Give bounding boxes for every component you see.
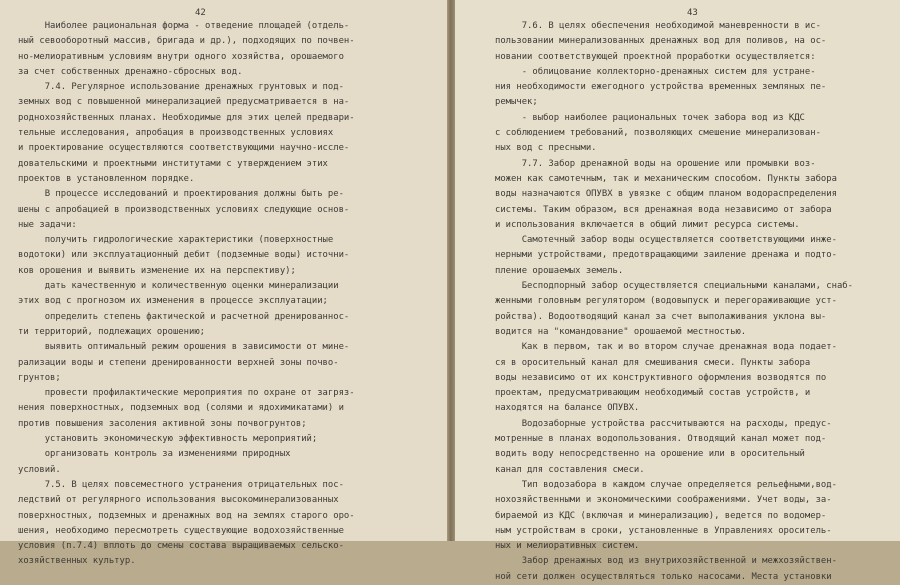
text-line: и использования включается в общий лимит ресурса системы.: [495, 219, 800, 230]
text-line: этих вод с прогнозом их изменения в процессе эксплуатации;: [18, 296, 328, 307]
text-line: тельные исследования, апробация в производственных условиях: [18, 128, 334, 139]
text-line: ти территорий, подлежащих орошению;: [18, 326, 206, 337]
left-page: [0, 0, 447, 567]
text-line: Бесподпорный забор осуществляется специальными каналами, снаб-: [495, 281, 853, 292]
text-line: и проектирование осуществляются соответствующими научно-иссле-: [18, 143, 350, 154]
text-line: ся в оросительный канал для смешивания смеси. Пункты забора: [495, 357, 811, 368]
text-line: В процессе исследований и проектирования должны быть ре-: [18, 189, 344, 200]
text-line: ройства). Водоотводящий канал за счет выполаживания уклона вы-: [495, 311, 827, 322]
text-line: но-мелиоративным условиям внутри одного хозяйства, орошаемого: [18, 51, 344, 62]
text-line: провести профилактические мероприятия по охране от загряз-: [18, 388, 355, 399]
text-line: нения поверхностных, подземных вод (солями и ядохимикатами) и: [18, 403, 344, 414]
text-line: ных и мелиоративных систем.: [495, 541, 640, 552]
text-line: Самотечный забор воды осуществляется соответствующими инже-: [495, 235, 837, 246]
text-line: ния необходимости ежегодного устройства временных земляных пе-: [495, 82, 827, 93]
text-line: поверхностных, подземных и дренажных вод на землях старого оро-: [18, 510, 355, 521]
text-line: ный севооборотный массив, бригада и др.), подходящих по почвен-: [18, 36, 355, 47]
text-line: хозяйственных культур.: [18, 556, 136, 567]
text-line: системы. Таким образом, вся дренажная вода независимо от забора: [495, 204, 832, 215]
text-line: условий.: [18, 464, 61, 475]
text-line: выявить оптимальный режим орошения в зависимости от мине-: [18, 342, 350, 353]
text-line: ков орошения и выявить изменение их на перспективу);: [18, 265, 296, 276]
text-line: пользовании минерализованных дренажных вод для поливов, на ос-: [495, 36, 827, 47]
text-line: можен как самотечным, так и механическим способом. Пункты забора: [495, 173, 837, 184]
text-line: Как в первом, так и во втором случае дренажная вода подает-: [495, 342, 837, 353]
text-line: организовать контроль за изменениями природных: [18, 449, 291, 460]
text-line: проектов в установленном порядке.: [18, 173, 195, 184]
text-line: водится на "командование" орошаемой местностью.: [495, 326, 747, 337]
book-gutter: [447, 0, 455, 541]
text-line: земных вод с повышенной минерализацией предусматривается в на-: [18, 97, 350, 108]
text-line: - выбор наиболее рациональных точек забора вод из КДС: [495, 112, 805, 123]
text-line: канал для составления смеси.: [495, 464, 645, 475]
text-line: 7.4. Регулярное использование дренажных грунтовых и под-: [18, 82, 344, 93]
text-line: новании соответствующей проектной проработки осуществляется:: [495, 51, 816, 62]
text-line: Водозаборные устройства рассчитываются на расходы, предус-: [495, 418, 832, 429]
text-line: ремычек;: [495, 97, 538, 108]
text-line: Наиболее рациональная форма - отведение площадей (отдель-: [18, 21, 350, 31]
text-line: воды назначаются ОПУВХ в увязке с общим планом водораспределения: [495, 189, 837, 200]
text-line: Тип водозабора в каждом случае определяется рельефными,вод-: [495, 479, 837, 490]
left-page-text: [18, 19, 438, 570]
text-line: за счет собственных дренажно-сбросных вод.: [18, 66, 243, 77]
text-line: 7.7. Забор дренажной воды на орошение или промывки воз-: [495, 158, 816, 169]
right-page-text: [495, 19, 895, 585]
text-line: установить экономическую эффективность мероприятий;: [18, 434, 318, 445]
right-page: [455, 0, 900, 582]
text-line: грунтов;: [18, 372, 61, 383]
text-line: шены с апробацией в производственных условиях следующие основ-: [18, 204, 350, 215]
text-line: - облицование коллекторно-дренажных систем для устране-: [495, 66, 816, 77]
text-line: против повышения засоления активной зоны почвогрунтов;: [18, 418, 307, 429]
text-line: получить гидрологические характеристики (поверхностные: [18, 235, 334, 246]
page-number-right: 43: [687, 8, 698, 18]
text-line: условия (п.7.4) вплоть до смены состава выращиваемых сельско-: [18, 541, 344, 552]
text-line: 7.6. В целях обеспечения необходимой маневренности в ис-: [495, 21, 821, 31]
text-line: ные задачи:: [18, 219, 77, 230]
text-line: ных вод с пресными.: [495, 143, 597, 154]
text-line: довательскими и проектными институтами с утверждением этих: [18, 158, 328, 169]
text-line: шения, необходимо пересмотреть существующие водохозяйственные: [18, 525, 344, 536]
text-line: дать качественную и количественную оценки минерализации: [18, 281, 339, 292]
text-line: проектам, предусматривающим необходимый состав устройств, и: [495, 388, 811, 399]
page-number-left: 42: [195, 8, 206, 18]
text-line: находятся на балансе ОПУВХ.: [495, 403, 640, 414]
text-line: нохозяйственными и экономическими соображениями. Учет воды, за-: [495, 495, 832, 506]
text-line: водить воду непосредственно на орошение или в оросительный: [495, 449, 805, 460]
text-line: с соблюдением требований, позволяющих смешение минерализован-: [495, 128, 821, 139]
text-line: водотоки) или эксплуатационный дебит (подземные воды) источни-: [18, 250, 350, 261]
text-line: ным устройствам в сроки, установленные в Управлениях ороситель-: [495, 525, 832, 536]
text-line: ледствий от регулярного использования высокоминерализованных: [18, 495, 339, 506]
text-line: пление орошаемых земель.: [495, 265, 624, 276]
text-line: женными головным регулятором (водовыпуск и перегораживающие уст-: [495, 296, 837, 307]
text-line: 7.5. В целях повсеместного устранения отрицательных пос-: [18, 479, 344, 490]
text-line: воды независимо от их конструктивного оформления возводятся по: [495, 372, 827, 383]
text-line: определить степень фактической и расчетной дренированнос-: [18, 311, 350, 322]
text-line: бираемой из КДС (включая и минерализацию), ведется по водомер-: [495, 510, 827, 521]
text-line: нерными устройствами, предотвращающими заиление дренажа и подто-: [495, 250, 837, 261]
text-line: роднохозяйственных планах. Необходимые для этих целей предвари-: [18, 112, 355, 123]
text-line: Забор дренажных вод из внутрихозяйственной и межхозяйствен-: [495, 556, 837, 567]
text-line: мотренные в планах водопользования. Отводящий канал может под-: [495, 434, 827, 445]
text-line: ной сети должен осуществляться только насосами. Места установки: [495, 571, 832, 582]
text-line: рализации воды и степени дренированности верхней зоны почво-: [18, 357, 339, 368]
